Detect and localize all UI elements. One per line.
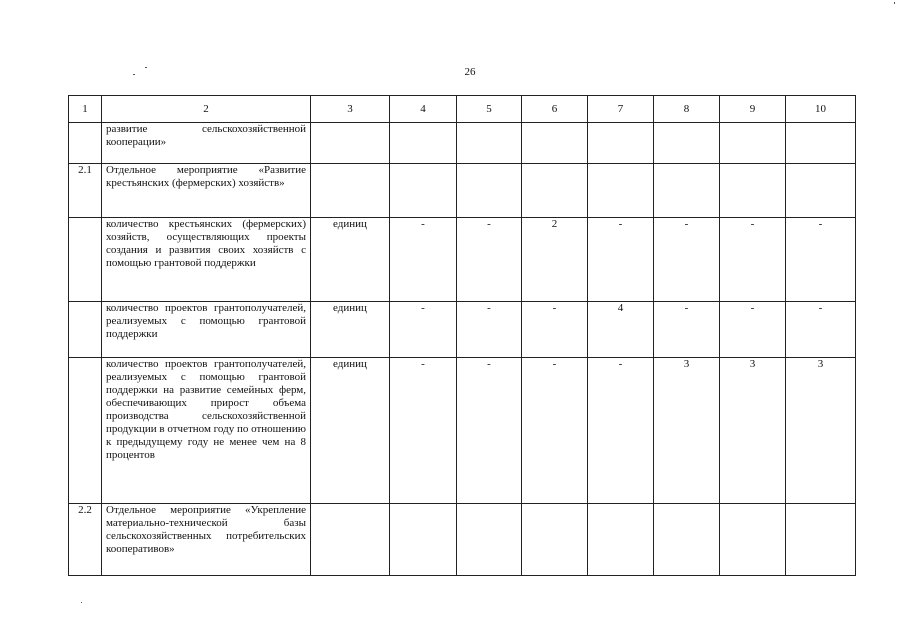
indicators-table [68, 95, 856, 576]
row-value: - [786, 302, 856, 358]
row-value [654, 504, 720, 576]
table-row [69, 358, 856, 504]
table-row [69, 164, 856, 218]
row-value [457, 504, 522, 576]
column-header: 10 [786, 96, 856, 123]
row-number: 2.2 [69, 504, 102, 576]
column-header: 8 [654, 96, 720, 123]
row-value [390, 504, 457, 576]
row-unit [311, 164, 390, 218]
column-header: 4 [390, 96, 457, 123]
row-unit [311, 123, 390, 164]
row-value: - [588, 358, 654, 504]
row-value: - [654, 218, 720, 302]
row-value: - [457, 302, 522, 358]
column-header: 6 [522, 96, 588, 123]
row-value [786, 164, 856, 218]
table-row [69, 302, 856, 358]
row-value: - [390, 218, 457, 302]
row-number [69, 302, 102, 358]
row-value: 2 [522, 218, 588, 302]
row-value [390, 164, 457, 218]
row-value [457, 164, 522, 218]
row-value: 4 [588, 302, 654, 358]
row-value [588, 123, 654, 164]
row-value: - [390, 302, 457, 358]
row-description: развитие сельскохозяйственной кооперации» [102, 123, 311, 164]
row-value [720, 504, 786, 576]
row-value: - [457, 218, 522, 302]
row-description: Отдельное мероприятие «Развитие крестьянских (фермерских) хозяйств» [102, 164, 311, 218]
column-header: 7 [588, 96, 654, 123]
row-value: - [588, 218, 654, 302]
row-description: количество проектов грантополучателей, реализуемых с помощью грантовой поддержки на развитие семейных ферм, обеспечивающих прирост объема производства сельскохозяйственной продукции в отчетном году по отношению к предыдущему году не менее чем на 8 процентов [102, 358, 311, 504]
row-value: 3 [786, 358, 856, 504]
scan-speck [894, 2, 895, 4]
row-value [786, 504, 856, 576]
row-description: количество проектов грантополучателей, реализуемых с помощью грантовой поддержки [102, 302, 311, 358]
table-row [69, 504, 856, 576]
row-value [522, 123, 588, 164]
row-value [522, 164, 588, 218]
row-value: - [390, 358, 457, 504]
column-header: 2 [102, 96, 311, 123]
row-value [522, 504, 588, 576]
row-description: Отдельное мероприятие «Укрепление материально-технической базы сельскохозяйственных потребительских кооперативов» [102, 504, 311, 576]
table-row [69, 218, 856, 302]
row-value [720, 164, 786, 218]
row-value: - [522, 358, 588, 504]
row-value: - [457, 358, 522, 504]
row-value [786, 123, 856, 164]
column-header: 3 [311, 96, 390, 123]
row-value: - [786, 218, 856, 302]
row-value [654, 123, 720, 164]
page-number: 26 [464, 66, 476, 78]
row-number [69, 123, 102, 164]
row-value [654, 164, 720, 218]
row-value [588, 164, 654, 218]
row-value [720, 123, 786, 164]
row-number: 2.1 [69, 164, 102, 218]
row-value: - [654, 302, 720, 358]
column-header: 5 [457, 96, 522, 123]
row-value: 3 [654, 358, 720, 504]
header-row [69, 96, 856, 123]
row-value [390, 123, 457, 164]
row-description: количество крестьянских (фермерских) хозяйств, осуществляющих проекты создания и развития своих хозяйств с помощью грантовой поддержки [102, 218, 311, 302]
row-number [69, 218, 102, 302]
table-row [69, 123, 856, 164]
row-value: - [522, 302, 588, 358]
column-header: 9 [720, 96, 786, 123]
row-value: 3 [720, 358, 786, 504]
row-unit [311, 504, 390, 576]
row-number [69, 358, 102, 504]
scan-speck [133, 74, 135, 75]
scan-speck [145, 67, 147, 68]
row-value [457, 123, 522, 164]
row-value: - [720, 302, 786, 358]
column-header: 1 [69, 96, 102, 123]
row-unit: единиц [311, 358, 390, 504]
row-unit: единиц [311, 302, 390, 358]
row-unit: единиц [311, 218, 390, 302]
row-value: - [720, 218, 786, 302]
row-value [588, 504, 654, 576]
scan-speck [81, 602, 82, 603]
